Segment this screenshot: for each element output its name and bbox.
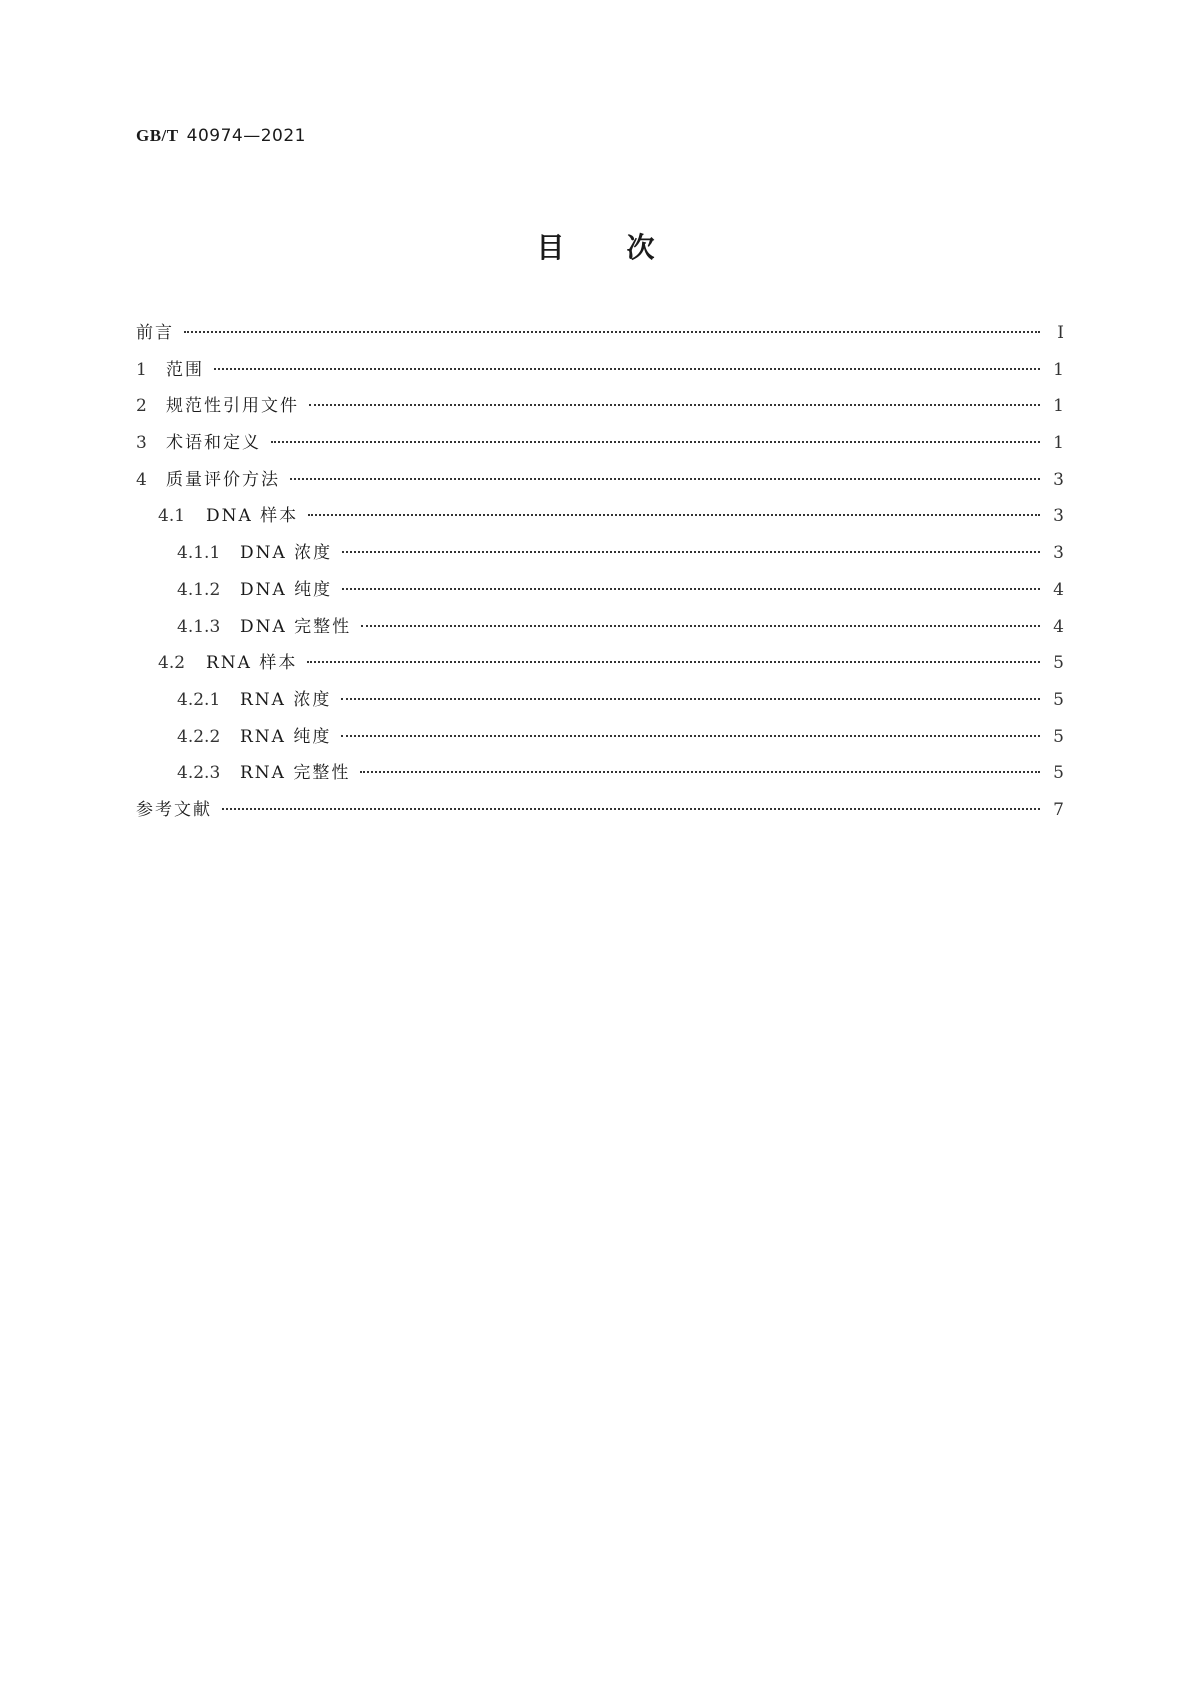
toc-entry-label: RNA 完整性 (240, 763, 351, 784)
dot-leader (309, 404, 1040, 406)
toc-entry-number: 3 (136, 433, 147, 454)
toc-entry[interactable] (136, 690, 1064, 727)
dot-leader (341, 735, 1040, 737)
standard-code (136, 126, 306, 146)
toc-entry[interactable] (136, 617, 1064, 654)
dot-leader (214, 368, 1040, 370)
table-of-contents (136, 323, 1064, 837)
toc-entry-label: 参考文献 (136, 799, 212, 820)
toc-entry-label: DNA 样本 (206, 506, 299, 527)
toc-entry-label: DNA 纯度 (240, 579, 333, 600)
dot-leader (361, 625, 1040, 627)
toc-entry[interactable] (136, 543, 1064, 580)
toc-entry-page: 5 (1053, 763, 1064, 784)
toc-entry-number: 4.1.3 (177, 616, 221, 637)
toc-entry[interactable] (136, 727, 1064, 764)
toc-entry[interactable] (136, 506, 1064, 543)
toc-entry-page: 1 (1053, 359, 1064, 380)
toc-entry-page: 3 (1053, 506, 1064, 527)
standard-number: 40974—2021 (186, 126, 306, 146)
dot-leader (271, 441, 1040, 443)
dot-leader (308, 514, 1040, 516)
toc-entry[interactable] (136, 580, 1064, 617)
toc-entry-number: 4.2.3 (177, 763, 221, 784)
toc-entry-number: 4.1.2 (177, 579, 221, 600)
dot-leader (184, 331, 1040, 333)
toc-entry[interactable] (136, 323, 1064, 360)
toc-entry-label: RNA 样本 (206, 653, 298, 674)
toc-entry-number: 4.2.1 (177, 689, 221, 710)
toc-entry[interactable] (136, 800, 1064, 837)
toc-entry-label: 范围 (166, 359, 204, 380)
toc-entry-number: 4.2.2 (177, 726, 221, 747)
toc-entry-label: 前言 (136, 323, 174, 343)
toc-entry-number: 4.2 (158, 653, 186, 674)
toc-entry-number: 1 (136, 359, 147, 380)
toc-entry-page: 4 (1053, 616, 1064, 637)
dot-leader (290, 478, 1040, 480)
standard-prefix: GB/T (136, 126, 179, 145)
toc-entry[interactable] (136, 470, 1064, 507)
toc-entry-number: 2 (136, 396, 147, 417)
toc-entry[interactable] (136, 763, 1064, 800)
dot-leader (341, 698, 1040, 700)
toc-entry-page: Ⅰ (1057, 323, 1064, 343)
toc-entry-number: 4.1.1 (177, 543, 221, 564)
toc-entry-page: 3 (1053, 543, 1064, 564)
dot-leader (342, 588, 1040, 590)
toc-entry[interactable] (136, 653, 1064, 690)
toc-title: 目次 (536, 231, 717, 264)
toc-entry[interactable] (136, 360, 1064, 397)
toc-entry[interactable] (136, 433, 1064, 470)
toc-entry-page: 7 (1053, 799, 1064, 820)
dot-leader (307, 661, 1040, 663)
toc-entry-page: 5 (1053, 726, 1064, 747)
toc-entry-number: 4 (136, 469, 147, 490)
toc-entry-page: 4 (1053, 579, 1064, 600)
dot-leader (222, 808, 1040, 810)
toc-entry-label: DNA 浓度 (240, 543, 333, 564)
toc-entry-page: 1 (1053, 433, 1064, 454)
toc-entry-label: 术语和定义 (166, 433, 261, 454)
toc-entry-page: 5 (1053, 689, 1064, 710)
toc-entry-label: RNA 纯度 (240, 726, 332, 747)
toc-entry-label: DNA 完整性 (240, 616, 352, 637)
toc-entry-number: 4.1 (158, 506, 186, 527)
toc-entry-label: 质量评价方法 (166, 469, 280, 490)
toc-entry-page: 3 (1053, 469, 1064, 490)
dot-leader (342, 551, 1040, 553)
toc-entry[interactable] (136, 396, 1064, 433)
toc-entry-label: RNA 浓度 (240, 689, 332, 710)
toc-entry-page: 5 (1053, 653, 1064, 674)
dot-leader (360, 771, 1040, 773)
toc-entry-page: 1 (1053, 396, 1064, 417)
toc-entry-label: 规范性引用文件 (166, 396, 299, 417)
